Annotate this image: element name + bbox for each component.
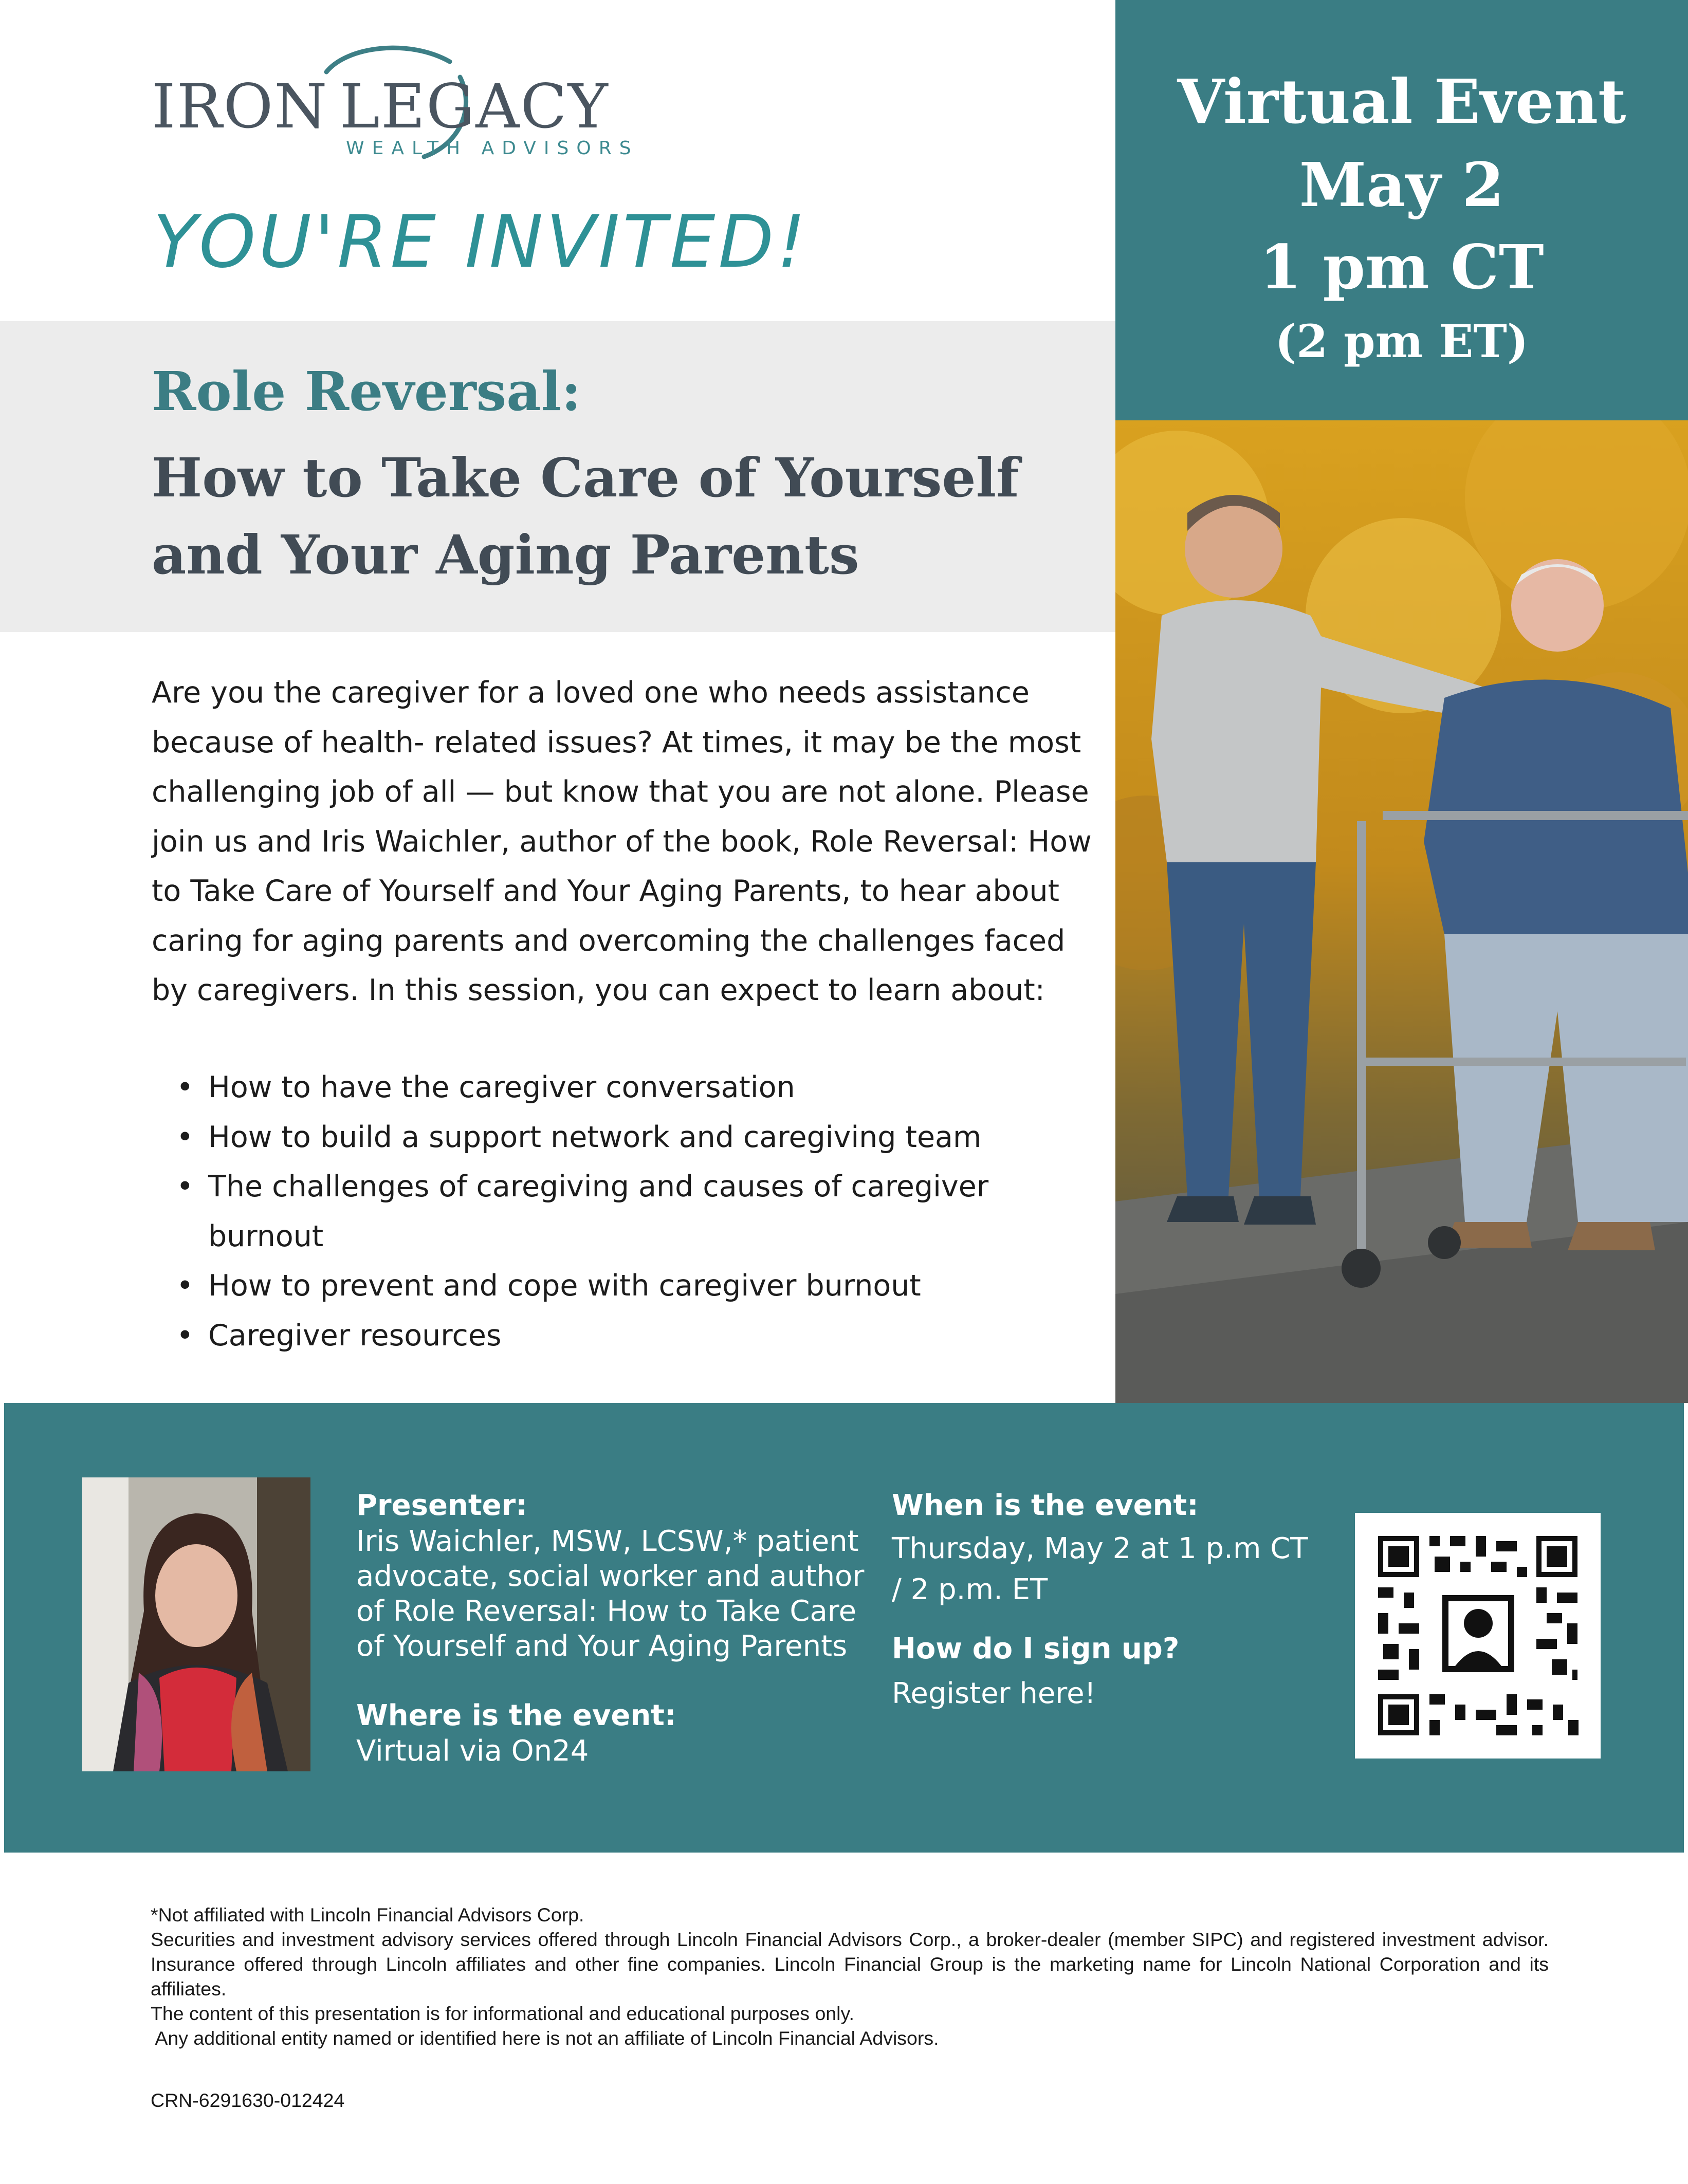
disclaimer-line: *Not affiliated with Lincoln Financial Advisors Corp.: [151, 1904, 584, 1926]
event-time-ct: 1 pm CT: [1259, 231, 1544, 303]
presenter-photo: [82, 1477, 310, 1771]
logo-wordmark: [152, 71, 609, 142]
list-item: • How to build a support network and caregiving team: [152, 1113, 1097, 1162]
crn-code: CRN-6291630-012424: [151, 2089, 345, 2111]
event-datetime-box: [1115, 0, 1688, 420]
event-type: Virtual Event: [1177, 66, 1626, 137]
logo-iron: IRON: [152, 71, 328, 142]
when-text: Thursday, May 2 at 1 p.m CT / 2 p.m. ET: [892, 1532, 1308, 1606]
legal-disclaimer: [151, 1902, 1549, 2050]
caregiver-photo: [1115, 420, 1688, 1403]
event-title-line1: Role Reversal:: [152, 360, 581, 423]
disclaimer-line: Securities and investment advisory services offered through Lincoln Financial Advisors Corp., a broker-dealer (member SIPC) and registered investment advisor. Insurance offered through Lincoln affiliates and other fine companies. Lincoln Financial Group is the marketing name for Lincoln National Corporation and its affiliates.: [151, 1929, 1549, 2000]
event-date: May 2: [1299, 149, 1504, 220]
event-description: Are you the caregiver for a loved one who needs assistance because of health- related issues? At times, it may be the most challenging job of all — but know that you are not alone. Please join us and Iris Waichler, author of the book, Role Reversal: How to Take Care of Yourself and Your Aging Parents, to hear about caring for aging parents and overcoming the challenges faced by caregivers. In this session, you can expect to learn about:: [152, 676, 1092, 1007]
register-link[interactable]: Register here!: [892, 1677, 1096, 1710]
disclaimer-line: Any additional entity named or identified here is not an affiliate of Lincoln Financial Advisors.: [151, 2027, 939, 2049]
list-item: • Caregiver resources: [152, 1311, 1097, 1361]
learning-topics-list: [152, 1063, 1097, 1360]
where-heading: Where is the event:: [356, 1699, 676, 1732]
invite-heading: YOU'RE INVITED!: [153, 200, 809, 284]
list-item: • How to prevent and cope with caregiver burnout: [152, 1261, 1097, 1311]
qr-code-icon[interactable]: [1355, 1513, 1601, 1759]
when-heading: When is the event:: [892, 1489, 1199, 1522]
logo-tagline: WEALTH ADVISORS: [346, 138, 639, 159]
presenter-text: Iris Waichler, MSW, LCSW,* patient advocate, social worker and author of Role Reversal: How to Take Care of Yourself and Your Aging Parents: [356, 1525, 865, 1663]
signup-heading: How do I sign up?: [892, 1632, 1180, 1665]
disclaimer-line: The content of this presentation is for informational and educational purposes only.: [151, 2003, 854, 2024]
event-title-line2: How to Take Care of Yourself and Your Aging Parents: [152, 446, 1019, 586]
logo-legacy: LEGACY: [339, 71, 609, 142]
iron-legacy-logo: [152, 41, 639, 164]
where-text: Virtual via On24: [356, 1734, 589, 1768]
list-item: • The challenges of caregiving and causes of caregiver burnout: [152, 1162, 1097, 1261]
event-time-et: (2 pm ET): [1275, 314, 1529, 368]
presenter-heading: Presenter:: [356, 1489, 527, 1522]
list-item: • How to have the caregiver conversation: [152, 1063, 1097, 1113]
